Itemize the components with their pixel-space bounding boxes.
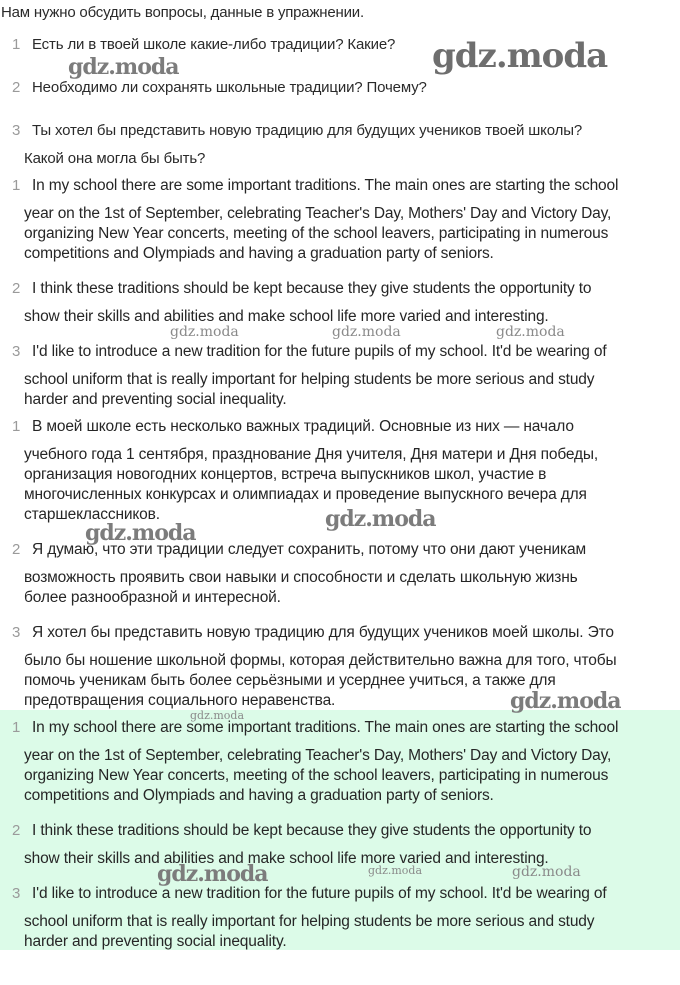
item-line: более разнообразной и интересной.: [24, 589, 281, 606]
item-line: harder and preventing social inequality.: [24, 933, 287, 950]
watermark: gdz.moda: [170, 324, 239, 340]
intro-text: Нам нужно обсудить вопросы, данные в упражнении.: [1, 4, 364, 21]
item-line: In my school there are some important traditions. The main ones are starting the school: [32, 719, 619, 736]
item-line: помочь ученикам быть более серьёзными и усерднее учиться, а также для: [24, 672, 556, 689]
item-line: show their skills and abilities and make school life more varied and interesting.: [24, 308, 549, 325]
item-line: school uniform that is really important for helping students be more serious and study: [24, 913, 595, 930]
watermark: gdz.moda: [190, 709, 245, 722]
item-line: I'd like to introduce a new tradition for the future pupils of my school. It'd be wearing of: [32, 343, 607, 360]
watermark: gdz.moda: [157, 861, 268, 887]
watermark: gdz.moda: [85, 520, 196, 546]
watermark: gdz.moda: [496, 324, 565, 340]
item-line: school uniform that is really important for helping students be more serious and study: [24, 371, 595, 388]
item-line: многочисленных конкурсах и олимпиадах и проведение выпускного вечера для: [24, 486, 587, 503]
item-line: harder and preventing social inequality.: [24, 391, 287, 408]
item-number: 1: [12, 36, 21, 53]
item-number: 2: [12, 280, 21, 297]
watermark: gdz.moda: [368, 864, 423, 877]
item-line: организация новогодних концертов, встреча выпускников школ, участие в: [24, 466, 547, 483]
item-number: 3: [12, 122, 21, 139]
item-line: organizing New Year concerts, meeting of the school leavers, participating in numerous: [24, 767, 609, 784]
item-line: competitions and Olympiads and having a graduation party of seniors.: [24, 245, 494, 262]
item-line: Я думаю, что эти традиции следует сохранить, потому что они дают ученикам: [32, 541, 586, 558]
item-line: предотвращения социального неравенства.: [24, 692, 336, 709]
item-line: organizing New Year concerts, meeting of the school leavers, participating in numerous: [24, 225, 609, 242]
item-line: возможность проявить свои навыки и способности и сделать школьную жизнь: [24, 569, 578, 586]
item-line: старшеклассников.: [24, 506, 160, 523]
item-line: Какой она могла бы быть?: [24, 150, 206, 167]
item-line: competitions and Olympiads and having a graduation party of seniors.: [24, 787, 494, 804]
item-line: I think these traditions should be kept because they give students the opportunity to: [32, 822, 592, 839]
watermark: gdz.moda: [510, 688, 621, 714]
item-number: 2: [12, 822, 21, 839]
item-line: year on the 1st of September, celebrating Teacher's Day, Mothers' Day and Victory Day,: [24, 205, 612, 222]
watermark: gdz.moda: [325, 506, 436, 532]
item-number: 1: [12, 719, 21, 736]
watermark: gdz.moda: [512, 864, 581, 880]
item-number: 3: [12, 343, 21, 360]
item-number: 2: [12, 79, 21, 96]
watermark: gdz.moda: [68, 54, 179, 80]
item-line: было бы ношение школьной формы, которая действительно важна для того, чтобы: [24, 652, 617, 669]
item-line: В моей школе есть несколько важных традиций. Основные из них — начало: [32, 418, 574, 435]
item-line: In my school there are some important traditions. The main ones are starting the school: [32, 177, 619, 194]
watermark: gdz.moda: [432, 36, 608, 76]
item-line: Я хотел бы представить новую традицию для будущих учеников моей школы. Это: [32, 624, 614, 641]
item-number: 3: [12, 885, 21, 902]
item-line: I'd like to introduce a new tradition for the future pupils of my school. It'd be wearing of: [32, 885, 607, 902]
item-line: show their skills and abilities and make school life more varied and interesting.: [24, 850, 549, 867]
item-number: 3: [12, 624, 21, 641]
watermark: gdz.moda: [332, 324, 401, 340]
item-number: 2: [12, 541, 21, 558]
item-line: I think these traditions should be kept because they give students the opportunity to: [32, 280, 592, 297]
item-number: 1: [12, 177, 21, 194]
item-line: Ты хотел бы представить новую традицию для будущих учеников твоей школы?: [32, 122, 583, 139]
item-line: учебного года 1 сентября, празднование Дня учителя, Дня матери и Дня победы,: [24, 446, 599, 463]
item-line: Необходимо ли сохранять школьные традиции? Почему?: [32, 79, 427, 96]
item-line: year on the 1st of September, celebrating Teacher's Day, Mothers' Day and Victory Day,: [24, 747, 612, 764]
item-line: Есть ли в твоей школе какие-либо традиции? Какие?: [32, 36, 396, 53]
item-number: 1: [12, 418, 21, 435]
